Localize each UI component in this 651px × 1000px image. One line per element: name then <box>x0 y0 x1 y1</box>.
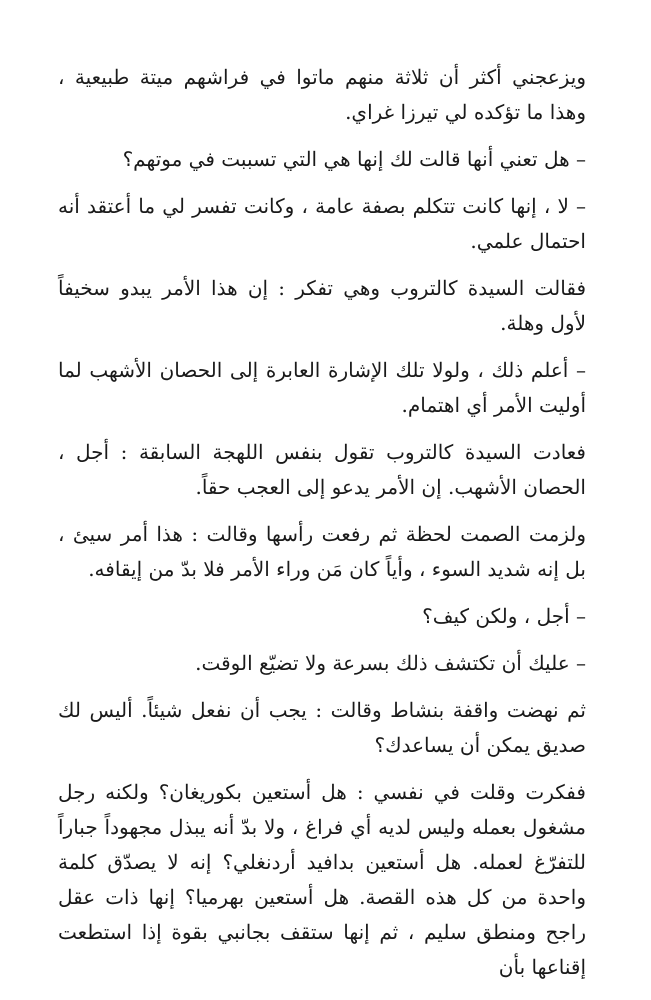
paragraph: ثم نهضت واقفة بنشاط وقالت : يجب أن نفعل شيئاً. أليس لك صديق يمكن أن يساعدك؟ <box>58 698 586 757</box>
paragraph: – أجل ، ولكن كيف؟ <box>422 604 586 628</box>
paragraph: ولزمت الصمت لحظة ثم رفعت رأسها وقالت : هذا أمر سيئ ، بل إنه شديد السوء ، وأياً كان مَن وراء الأمر فلا بدّ من إيقافه. <box>58 522 586 581</box>
paragraph: – أعلم ذلك ، ولولا تلك الإشارة العابرة إلى الحصان الأشهب لما أوليت الأمر أي اهتمام. <box>58 358 586 417</box>
paragraph: – عليك أن تكتشف ذلك بسرعة ولا تضيّع الوقت. <box>195 651 586 675</box>
paragraph: – لا ، إنها كانت تتكلم بصفة عامة ، وكانت تفسر لي ما أعتقد أنه احتمال علمي. <box>58 194 586 253</box>
paragraph: – هل تعني أنها قالت لك إنها هي التي تسببت في موتهم؟ <box>122 147 586 171</box>
paragraph: فقالت السيدة كالتروب وهي تفكر : إن هذا الأمر يبدو سخيفاً لأول وهلة. <box>58 276 586 335</box>
paragraph: ويزعجني أكثر أن ثلاثة منهم ماتوا في فراشهم ميتة طبيعية ، وهذا ما تؤكده لي تيرزا غراي. <box>58 65 586 124</box>
book-page <box>58 60 586 997</box>
paragraph: ففكرت وقلت في نفسي : هل أستعين بكوريغان؟ ولكنه رجل مشغول بعمله وليس لديه أي فراغ ، ولا بدّ أنه يبذل مجهوداً جباراً للتفرّغ لعمله. هل أستعين بدافيد أردنغلي؟ إنه لا يصدّق كلمة واحدة من كل هذه القصة. هل أستعين بهرميا؟ إنها ذات عقل راجح ومنطق سليم ، ثم إنها ستقف بجانبي بقوة إذا استطعت إقناعها بأن <box>58 780 586 979</box>
paragraph: فعادت السيدة كالتروب تقول بنفس اللهجة السابقة : أجل ، الحصان الأشهب. إن الأمر يدعو إلى العجب حقاً. <box>58 440 586 499</box>
